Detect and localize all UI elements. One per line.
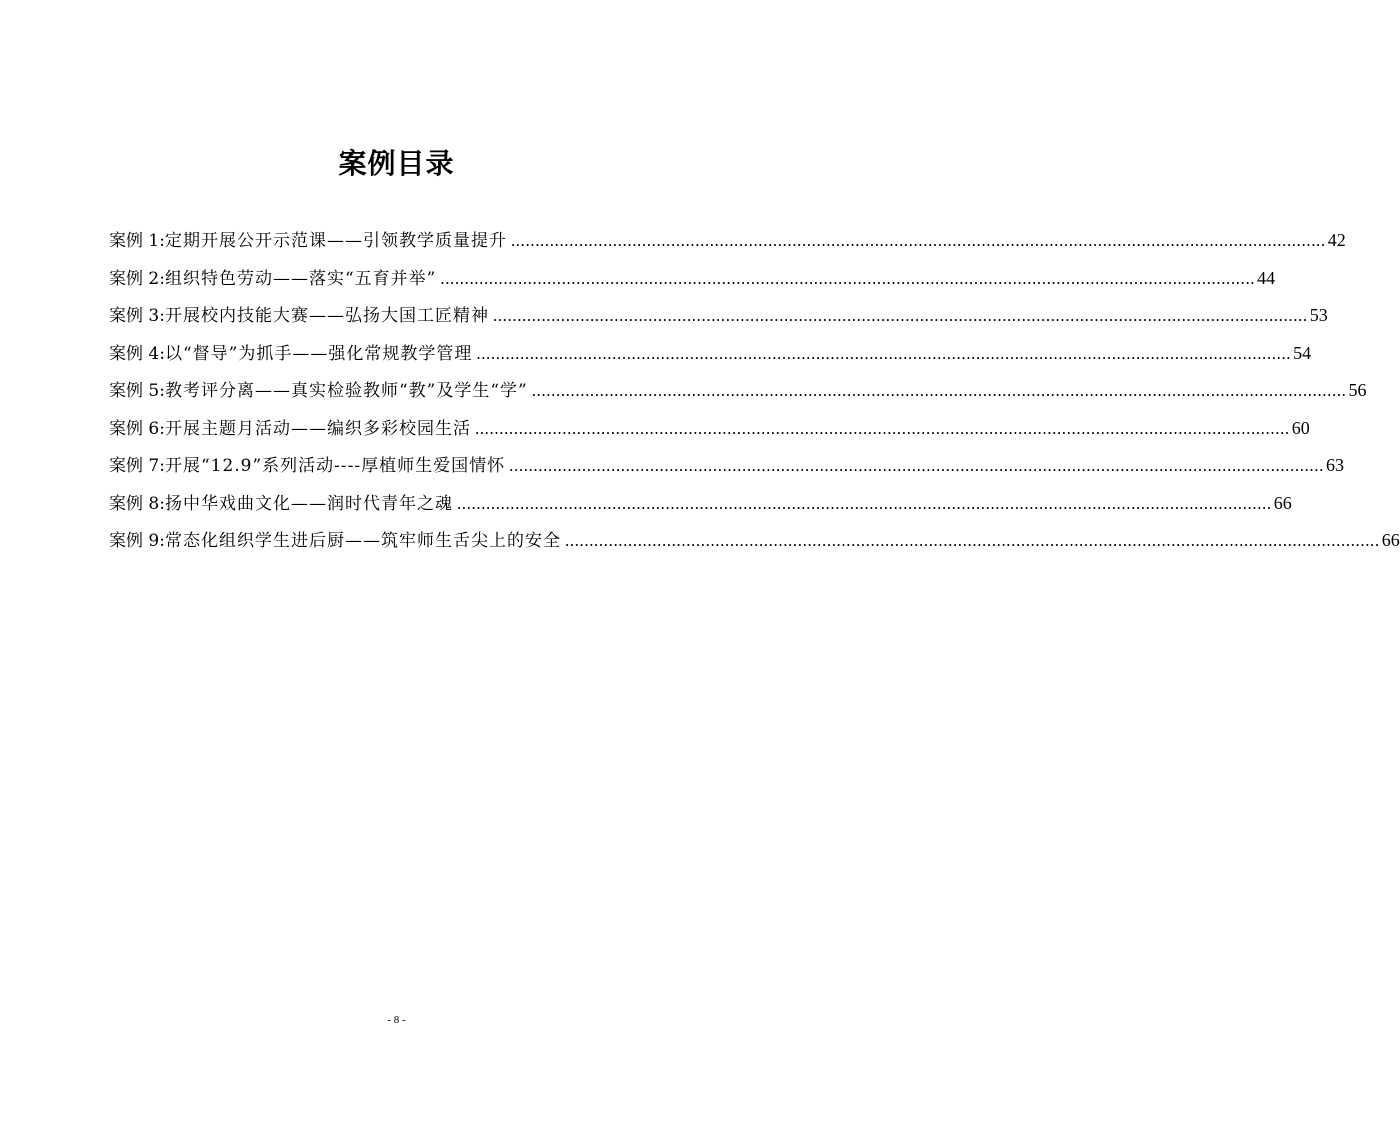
toc-dot-leader	[475, 419, 1290, 439]
toc-entry-2[interactable]	[109, 264, 1276, 302]
toc-entry-title: 常态化组织学生进后厨——筑牢师生舌尖上的安全	[164, 531, 561, 551]
toc-entry-label: 案例 2:	[109, 268, 165, 289]
toc-entry-title: 定期开展公开示范课——引领教学质量提升	[164, 231, 507, 251]
footer-page-number: - 8 -	[387, 1014, 406, 1026]
toc-dot-leader	[511, 231, 1326, 251]
toc-entry-3[interactable]	[109, 301, 1328, 339]
toc-entry-title: 组织特色劳动——落实“五育并举”	[164, 268, 437, 289]
toc-entry-page: 66	[1381, 530, 1400, 550]
toc-dot-leader	[457, 494, 1272, 514]
toc-entry-page: 53	[1309, 305, 1328, 325]
toc-entry-label: 案例 5:	[109, 381, 165, 401]
toc-entry-title: 开展主题月活动——编织多彩校园生活	[164, 418, 471, 439]
toc-entry-7[interactable]	[109, 451, 1344, 489]
toc-entry-page: 60	[1291, 417, 1310, 438]
table-of-contents	[109, 226, 1400, 564]
toc-entry-page: 63	[1325, 455, 1344, 475]
toc-entry-title: 开展校内技能大赛——弘扬大国工匠精神	[164, 306, 489, 326]
toc-dot-leader	[565, 531, 1380, 551]
toc-dot-leader	[509, 456, 1324, 476]
toc-entry-page: 54	[1293, 342, 1312, 363]
toc-entry-page: 66	[1273, 492, 1292, 513]
toc-dot-leader	[476, 344, 1291, 364]
toc-entry-4[interactable]	[109, 339, 1312, 377]
page-title: 案例目录	[338, 147, 455, 180]
toc-entry-page: 44	[1257, 267, 1276, 288]
toc-entry-5[interactable]	[109, 376, 1367, 414]
toc-entry-title: 开展“12.9”系列活动----厚植师生爱国情怀	[164, 456, 506, 476]
toc-dot-leader	[532, 381, 1347, 401]
toc-entry-title: 教考评分离——真实检验教师“教”及学生“学”	[164, 381, 528, 401]
toc-entry-page: 56	[1348, 380, 1367, 400]
toc-entry-label: 案例 8:	[109, 493, 165, 514]
toc-dot-leader	[440, 269, 1255, 289]
toc-entry-1[interactable]	[109, 226, 1346, 264]
toc-entry-6[interactable]	[109, 414, 1310, 452]
toc-dot-leader	[493, 306, 1308, 326]
toc-entry-label: 案例 3:	[109, 306, 165, 326]
toc-entry-label: 案例 1:	[109, 231, 165, 251]
toc-entry-label: 案例 6:	[109, 418, 165, 439]
toc-entry-label: 案例 9:	[109, 531, 165, 551]
toc-entry-8[interactable]	[109, 489, 1292, 527]
toc-entry-9[interactable]	[109, 526, 1400, 564]
toc-entry-page: 42	[1327, 230, 1346, 250]
toc-entry-label: 案例 7:	[109, 456, 165, 476]
toc-entry-title: 扬中华戏曲文化——润时代青年之魂	[164, 493, 453, 514]
toc-entry-label: 案例 4:	[109, 343, 165, 364]
toc-entry-title: 以“督导”为抓手——强化常规教学管理	[164, 343, 473, 364]
